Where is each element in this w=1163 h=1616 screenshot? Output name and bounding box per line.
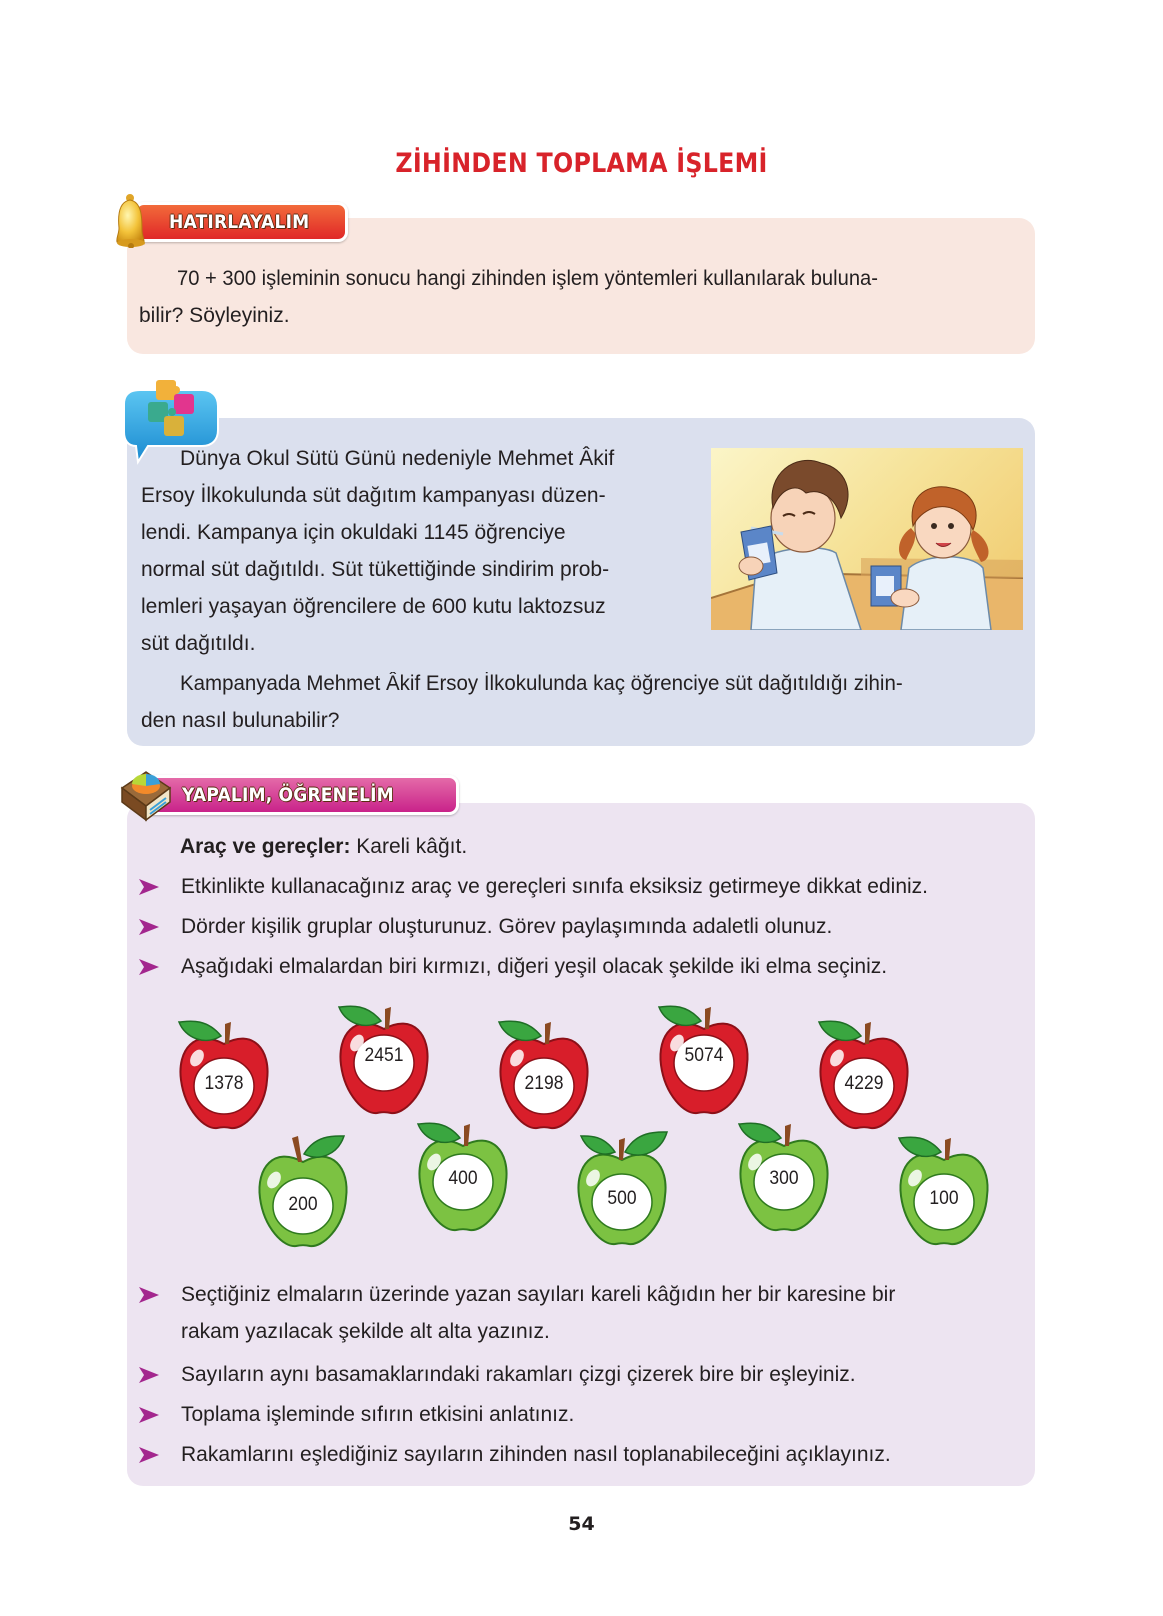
bullet-text-line-1: Seçtiğiniz elmaların üzerinde yazan sayıları kareli kâğıdın her bir karesine bir: [181, 1283, 896, 1306]
remember-text-line-2: bilir? Söyleyiniz.: [139, 304, 290, 327]
bullet-item: [139, 1436, 891, 1473]
red-apple-2451[interactable]: [335, 995, 433, 1125]
puzzle-speech-bubble-icon: [118, 376, 224, 466]
bullet-arrow-icon: [139, 1356, 161, 1393]
bullet-text: Etkinlikte kullanacağınız araç ve gereçleri sınıfa eksiksiz getirmeye dikkat ediniz.: [181, 875, 928, 898]
bullet-arrow-icon: [139, 908, 161, 945]
bullet-arrow-icon: [139, 1276, 161, 1313]
bullet-item: [139, 868, 928, 905]
story-line-3: lendi. Kampanya için okuldaki 1145 öğrenciye: [141, 521, 566, 544]
story-line-5: lemleri yaşayan öğrencilere de 600 kutu laktozsuz: [141, 595, 606, 618]
green-apple-400[interactable]: [414, 1112, 512, 1242]
bullet-item: [139, 1276, 1025, 1350]
apple-number: 4229: [844, 1073, 884, 1094]
green-apple-100[interactable]: [895, 1126, 993, 1256]
remember-ribbon: [134, 202, 348, 242]
green-apple-200[interactable]: [254, 1128, 352, 1258]
story-line-6: süt dağıtıldı.: [141, 632, 256, 655]
bullet-arrow-icon: [139, 868, 161, 905]
apple-number: 300: [769, 1168, 799, 1189]
materials-line: [180, 828, 467, 865]
story-line-4: normal süt dağıtıldı. Süt tükettiğinde sindirim prob-: [141, 558, 610, 581]
bullet-arrow-icon: [139, 1436, 161, 1473]
bullet-text: Sayıların aynı basamaklarındaki rakamları çizgi çizerek bire bir eşleyiniz.: [181, 1363, 856, 1386]
green-apple-300[interactable]: [735, 1112, 833, 1242]
apple-number: 2451: [364, 1045, 404, 1066]
bullet-arrow-icon: [139, 1396, 161, 1433]
red-apple-1378[interactable]: [175, 1010, 273, 1140]
students-drinking-milk-illustration: [711, 448, 1023, 630]
apple-number: 1378: [204, 1073, 244, 1094]
materials-label: Araç ve gereçler:: [180, 835, 351, 858]
apple-number: 100: [929, 1188, 959, 1209]
bell-icon: [114, 192, 158, 248]
bullet-text-line-2: rakam yazılacak şekilde alt alta yazınız.: [181, 1320, 550, 1343]
bullet-item: [139, 1396, 574, 1433]
activity-ribbon-label: YAPALIM, ÖĞRENELİM: [182, 784, 394, 806]
activity-ribbon: [143, 775, 459, 815]
materials-value: Kareli kâğıt.: [350, 835, 468, 858]
bullet-text: Aşağıdaki elmalardan biri kırmızı, diğeri yeşil olacak şekilde iki elma seçiniz.: [181, 955, 888, 978]
book-pie-chart-icon: [118, 762, 174, 824]
story-line-1: Dünya Okul Sütü Günü nedeniyle Mehmet Âkif: [180, 447, 615, 470]
bullet-text: Rakamlarını eşlediğiniz sayıların zihinden nasıl toplanabileceğini açıklayınız.: [181, 1443, 891, 1466]
bullet-item: [139, 948, 887, 985]
apple-number: 400: [448, 1168, 478, 1189]
question-line-2: den nasıl bulunabilir?: [141, 709, 340, 732]
bullet-text: Dörder kişilik gruplar oluşturunuz. Görev paylaşımında adaletli olunuz.: [181, 915, 833, 938]
red-apple-5074[interactable]: [655, 995, 753, 1125]
apple-number: 2198: [524, 1073, 564, 1094]
bullet-text: Toplama işleminde sıfırın etkisini anlatınız.: [181, 1403, 575, 1426]
remember-text-line-1: 70 + 300 işleminin sonucu hangi zihinden işlem yöntemleri kullanılarak buluna-: [177, 267, 878, 290]
apple-number: 500: [607, 1188, 637, 1209]
apple-number: 200: [288, 1194, 318, 1215]
apple-number: 5074: [684, 1045, 724, 1066]
bullet-item: [139, 1356, 856, 1393]
bullet-arrow-icon: [139, 948, 161, 985]
question-line-1: Kampanyada Mehmet Âkif Ersoy İlkokulunda kaç öğrenciye süt dağıtıldığı zihin-: [180, 672, 903, 695]
remember-ribbon-label: HATIRLAYALIM: [169, 211, 310, 233]
page-title: ZİHİNDEN TOPLAMA İŞLEMİ: [395, 148, 768, 179]
green-apple-500[interactable]: [573, 1126, 671, 1256]
bullet-item: [139, 908, 832, 945]
page-number: 54: [568, 1513, 595, 1535]
story-line-2: Ersoy İlkokulunda süt dağıtım kampanyası düzen-: [141, 484, 606, 507]
